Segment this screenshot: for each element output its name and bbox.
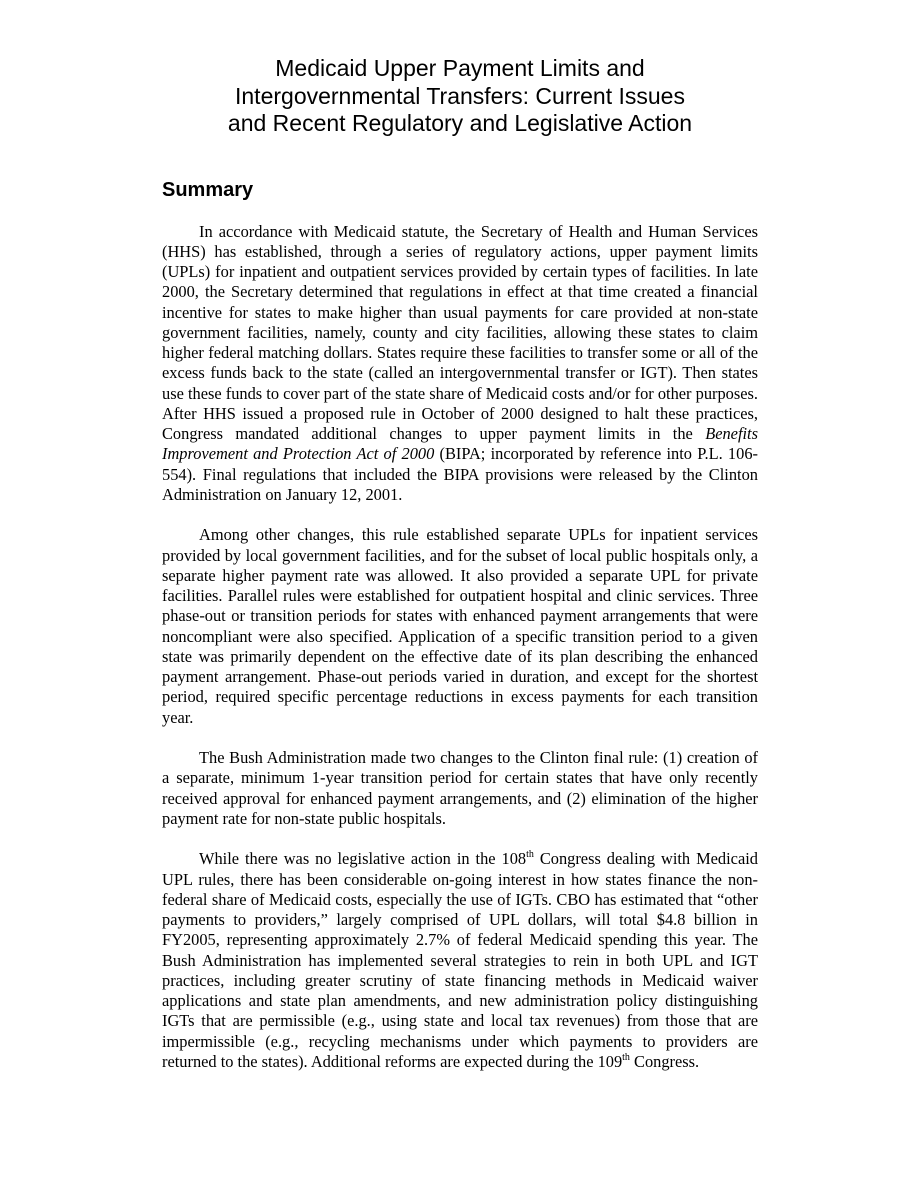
document-page: [162, 55, 758, 1072]
title-line-2: Intergovernmental Transfers: Current Issues: [235, 82, 685, 109]
document-title: [162, 55, 758, 138]
summary-paragraph-2: Among other changes, this rule established separate UPLs for inpatient services provided by local government facilities, and for the subset of local public hospitals only, a separate higher payment rate was allowed. It also provided a separate UPL for private facilities. Parallel rules were established for outpatient hospital and clinic services. Three phase-out or transition periods for states with enhanced payment arrangements that were noncompliant were also specified. Application of a specific transition period to a given state was primarily dependent on the effective date of its plan describing the enhanced payment arrangement. Phase-out periods varied in duration, and except for the shortest period, required specific percentage reductions in excess payments for each transition year.: [162, 525, 758, 727]
paragraph-1-act-title: Benefits Improvement and Protection Act of 2000: [162, 424, 758, 464]
paragraph-4-superscript-1: th: [526, 849, 534, 861]
summary-paragraph-1: [162, 222, 758, 506]
paragraph-1-text-b: (BIPA; incorporated by reference into P.L. 106-554). Final regulations that included the BIPA provisions were released by the Clinton Administration on January 12, 2001.: [162, 444, 758, 504]
title-line-1: Medicaid Upper Payment Limits and: [275, 55, 645, 81]
summary-heading: Summary: [162, 178, 254, 201]
paragraph-4-text-a: While there was no legislative action in the 108: [199, 849, 527, 869]
paragraph-4-text-b: Congress dealing with Medicaid UPL rules, there has been considerable on-going interest in how states finance the non-federal share of Medicaid costs, especially the use of IGTs. CBO has estimated that “other payments to providers,” largely comprised of UPL dollars, will total $4.8 billion in FY2005, representing approximately 2.7% of federal Medicaid spending this year. The Bush Administration has implemented several strategies to rein in both UPL and IGT practices, including greater scrutiny of state financing methods in Medicaid waiver applications and state plan amendments, and new administration policy distinguishing IGTs that are permissible (e.g., using state and local tax revenues) from those that are impermissible (e.g., recycling mechanisms under which payments to providers are returned to the states). Additional reforms are expected during the 109: [162, 849, 758, 1071]
paragraph-4-text-c: Congress.: [629, 1051, 700, 1071]
summary-paragraph-3: The Bush Administration made two changes to the Clinton final rule: (1) creation of a separate, minimum 1-year transition period for certain states that have only recently received approval for enhanced payment arrangements, and (2) elimination of the higher payment rate for non-state public hospitals.: [162, 748, 758, 828]
summary-paragraph-4: [162, 849, 758, 1072]
title-line-3: and Recent Regulatory and Legislative Action: [227, 110, 693, 136]
paragraph-4-superscript-2: th: [622, 1051, 630, 1063]
paragraph-1-text-a: In accordance with Medicaid statute, the Secretary of Health and Human Services (HHS) has established, through a series of regulatory actions, upper payment limits (UPLs) for inpatient and outpatient services provided by certain types of facilities. In late 2000, the Secretary determined that regulations in effect at that time created a financial incentive for states to make higher than usual payments for care provided at non-state government facilities, namely, county and city facilities, allowing these states to claim higher federal matching dollars. States require these facilities to transfer some or all of the excess funds back to the state (called an intergovernmental transfer or IGT). Then states use these funds to cover part of the state share of Medicaid costs and/or for other purposes. After HHS issued a proposed rule in October of 2000 designed to halt these practices, Congress mandated additional changes to upper payment limits in the: [162, 221, 758, 443]
